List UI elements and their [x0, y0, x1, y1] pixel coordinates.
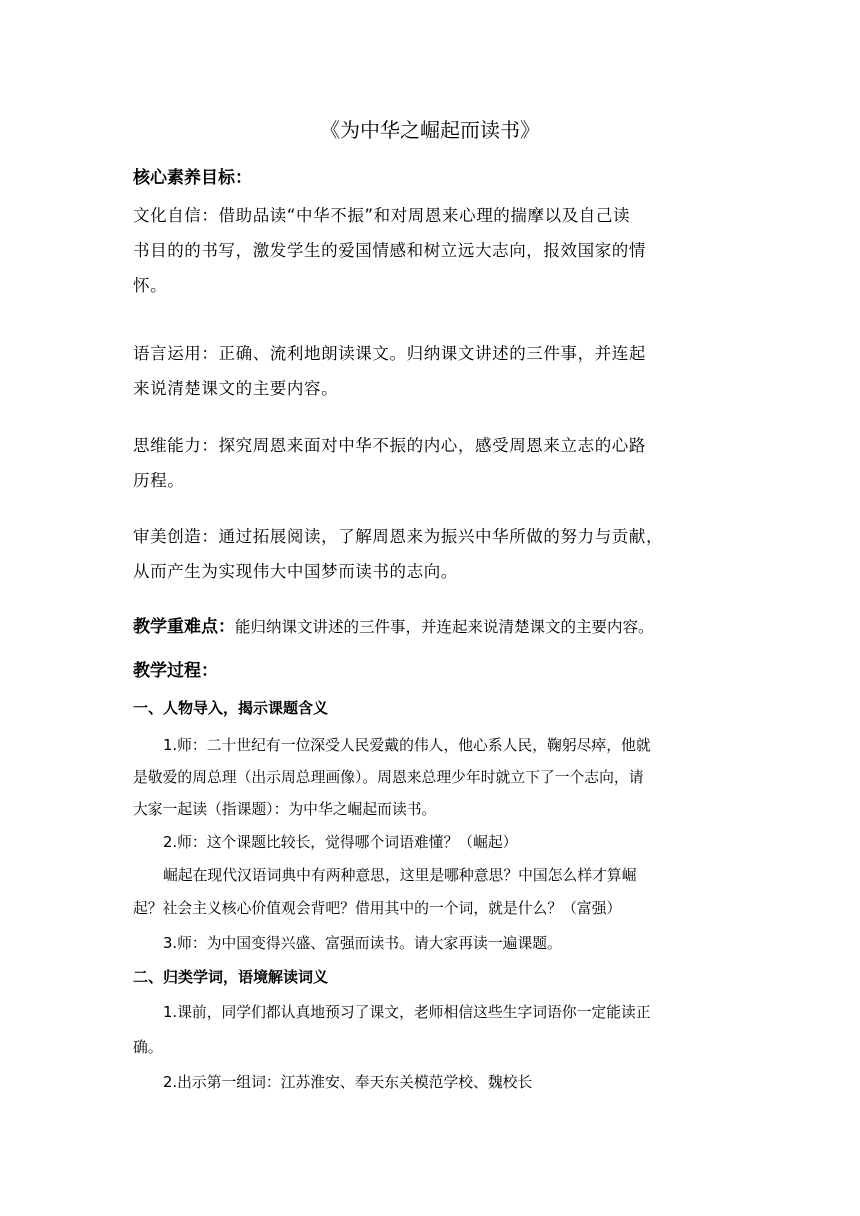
key-points: [133, 612, 654, 637]
goal-thinking-line: 历程。: [133, 471, 185, 490]
section1-p2: 2.师：这个课题比较长，觉得哪个词语难懂？（崛起）: [163, 834, 518, 851]
goal-culture: [133, 198, 735, 303]
section1-p1-line: 1.师：二十世纪有一位深受人民爱戴的伟人，他心系人民，鞠躬尽瘁，他就: [163, 737, 651, 754]
goal-culture-line: 文化自信：借助品读“中华不振”和对周恩来心理的揣摩以及自己读: [133, 206, 631, 225]
section1-p3-line: 崛起在现代汉语词典中有两种意思，这里是哪种意思？中国怎么样才算崛: [163, 867, 637, 884]
goal-aesthetic: [133, 519, 735, 589]
goal-aesthetic-line: 从而产生为实现伟大中国梦而读书的志向。: [133, 562, 458, 581]
section1-p1-line: 大家一起读（指课题）：为中华之崛起而读书。: [133, 801, 437, 818]
section2-p1-line: 1.课前，同学们都认真地预习了课文，老师相信这些生字词语你一定能读正: [163, 1004, 651, 1021]
goals-heading: 核心素养目标：: [133, 168, 252, 188]
goal-culture-line: 书目的的书写，激发学生的爱国情感和树立远大志向，报效国家的情: [133, 241, 646, 260]
section1-title: 一、人物导入，揭示课题含义: [133, 699, 329, 717]
goal-language-line: 语言运用：正确、流利地朗读课文。归纳课文讲述的三件事，并连起: [133, 344, 646, 363]
goal-aesthetic-line: 审美创造：通过拓展阅读，了解周恩来为振兴中华所做的努力与贡献，: [133, 527, 664, 546]
goal-language-line: 来说清楚课文的主要内容。: [133, 379, 339, 398]
key-points-text: 能归纳课文讲述的三件事，并连起来说清楚课文的主要内容。: [235, 618, 654, 636]
section2-p2: 2.出示第一组词：江苏淮安、奉天东关模范学校、魏校长: [163, 1074, 533, 1091]
goal-thinking-line: 思维能力：探究周恩来面对中华不振的内心，感受周恩来立志的心路: [133, 436, 646, 455]
section1-p3-line: 起？社会主义核心价值观会背吧？借用其中的一个词，就是什么？（富强）: [133, 900, 622, 917]
goal-culture-line: 怀。: [133, 276, 168, 295]
section2-p1-line: 确。: [133, 1039, 163, 1056]
section2-title: 二、归类学词，语境解读词义: [133, 968, 329, 986]
section1-p1-line: 是敬爱的周总理（出示周总理画像）。周恩来总理少年时就立下了一个志向，请: [133, 769, 644, 786]
key-points-label: 教学重难点：: [133, 617, 235, 637]
process-heading: 教学过程：: [133, 661, 218, 681]
section1-p4: 3.师：为中国变得兴盛、富强而读书。请大家再读一遍课题。: [163, 935, 562, 952]
goal-thinking: [133, 428, 735, 498]
goal-language: [133, 336, 735, 406]
document-title: 《为中华之崛起而读书》: [320, 118, 540, 142]
